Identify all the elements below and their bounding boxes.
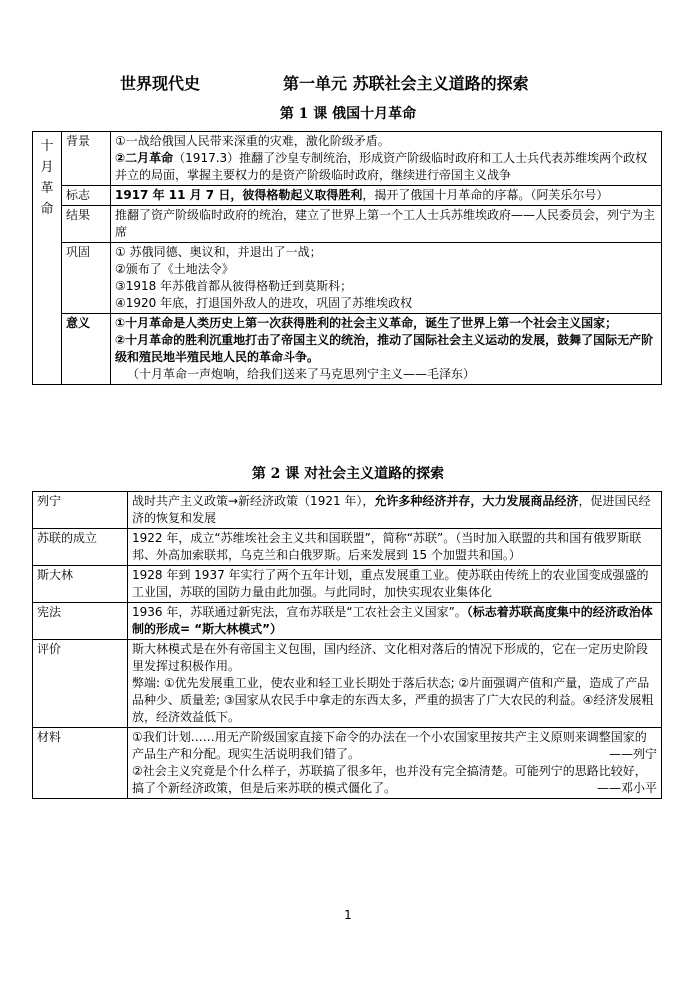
quote-text: ②社会主义究竟是个什么样子，苏联搞了很多年，也并没有完全搞清楚。可能列宁的思路比较好，搞了个新经济政策，但是后来苏联的模式僵化了。: [132, 764, 647, 795]
table-row: [33, 603, 662, 640]
table-row: [33, 243, 662, 314]
evaluation-text: 斯大林模式是在外有帝国主义包围，国内经济、文化相对落后的情况下形成的，它在一定历史阶段里发挥过积极作用。: [132, 642, 649, 673]
background-content: [111, 132, 662, 186]
founding-content: 1922 年，成立“苏维埃社会主义共和国联盟”，简称“苏联”。（当时加入联盟的共和国有俄罗斯联邦、外高加索联邦，乌克兰和白俄罗斯。后来发展到 15 个加盟共和国。）: [128, 529, 662, 566]
background-line2: [115, 150, 657, 184]
significance-quote: （十月革命一声炮响，给我们送来了马克思列宁主义——毛泽东）: [127, 367, 476, 381]
result-content: 推翻了资产阶级临时政府的统治，建立了世界上第一个工人士兵苏维埃政府——人民委员会，列宁为主席: [111, 206, 662, 243]
row-label: 背景: [62, 132, 111, 186]
side-char: 十: [40, 139, 54, 154]
table-row: [33, 186, 662, 206]
row-label: 结果: [62, 206, 111, 243]
constitution-content: [128, 603, 662, 640]
quote-text: ①我们计划……用无产阶级国家直接下命令的办法在一个小农国家里按共产主义原则来调整国家的产品生产和分配。现实生活说明我们错了。: [132, 730, 647, 761]
table-row: [33, 529, 662, 566]
mark-text: ，揭开了俄国十月革命的序幕。（阿芙乐尔号）: [362, 188, 609, 202]
feb-revolution: ②二月革命: [115, 151, 174, 165]
material-content: [128, 728, 662, 799]
table-row: [33, 566, 662, 603]
header-subject: 世界现代史: [120, 74, 201, 93]
lenin-content: [128, 492, 662, 529]
material-quote: [132, 763, 657, 797]
material-quote: [132, 729, 657, 763]
side-label: [33, 132, 62, 385]
mark-content: [111, 186, 662, 206]
list-item: ③1918 年苏俄首都从彼得格勒迁到莫斯科；: [115, 279, 353, 293]
row-label: 意义: [62, 314, 111, 385]
row-label: 苏联的成立: [33, 529, 128, 566]
quote-author: ——列宁: [608, 747, 657, 761]
table-row: [33, 492, 662, 529]
constitution-text: 1936 年，苏联通过新宪法，宣布苏联是“工农社会主义国家”。: [132, 605, 467, 619]
header-unit-title: 第一单元 苏联社会主义道路的探索: [283, 74, 529, 93]
side-char: 命: [40, 202, 54, 217]
list-item: ① 苏俄同德、奥议和，并退出了一战；: [115, 245, 322, 259]
list-item: ④1920 年底，打退国外敌人的进攻，巩固了苏维埃政权: [115, 296, 413, 310]
significance-item: ②十月革命的胜利沉重地打击了帝国主义的统治，推动了国际社会主义运动的发展，鼓舞了国际无产阶级和殖民地半殖民地人民的革命斗争。: [115, 333, 654, 364]
background-line2-text: （1917.3）推翻了沙皇专制统治，形成资产阶级临时政府和工人士兵代表苏维埃两个政权并立的局面，掌握主要权力的是资产阶级临时政府，继续进行帝国主义战争: [115, 151, 648, 182]
row-label: 标志: [62, 186, 111, 206]
lenin-text: ，促进国民经济的恢复和发展: [132, 494, 651, 525]
list-item: ②颁布了《土地法令》: [115, 262, 234, 276]
lesson2-title: 第 2 课 对社会主义道路的探索: [251, 466, 445, 482]
evaluation-content: [128, 640, 662, 728]
row-label: 巩固: [62, 243, 111, 314]
side-char: 月: [40, 160, 54, 175]
lesson1-table: [32, 131, 662, 385]
lesson2-table: [32, 491, 662, 799]
stalin-content: 1928 年到 1937 年实行了两个五年计划，重点发展重工业。使苏联由传统上的农业国变成强盛的工业国，苏联的国防力量由此加强。与此同时，加快实现农业集体化: [128, 566, 662, 603]
table-row: [33, 314, 662, 385]
row-label: 宪法: [33, 603, 128, 640]
side-char: 革: [40, 181, 54, 196]
consolidate-content: [111, 243, 662, 314]
lesson1-title: 第 1 课 俄国十月革命: [279, 106, 417, 122]
evaluation-drawbacks: 弊端: ①优先发展重工业，使农业和轻工业长期处于落后状态; ②片面强调产值和产量，造成了产品品种少、质量差; ③国家从农民手中拿走的东西太多，严重的损害了广大农民的利益。④经济发展粗放，经济效益低下。: [132, 676, 654, 724]
background-line1: ①一战给俄国人民带来深重的灾难，激化阶级矛盾。: [115, 134, 390, 148]
page-number: 1: [344, 908, 352, 922]
quote-author: ——邓小平: [596, 781, 657, 795]
lenin-text: 战时共产主义政策→新经济政策（1921 年），: [132, 494, 375, 508]
significance-item: ①十月革命是人类历史上第一次获得胜利的社会主义革命，诞生了世界上第一个社会主义国家；: [115, 316, 618, 330]
row-label: 评价: [33, 640, 128, 728]
table-row: [33, 728, 662, 799]
row-label: 斯大林: [33, 566, 128, 603]
table-row: [33, 206, 662, 243]
table-row: [33, 640, 662, 728]
table-row: [33, 132, 662, 186]
mark-bold: 1917 年 11 月 7 日，彼得格勒起义取得胜利: [115, 188, 363, 202]
constitution-bold: （标志着苏联高度集中的经济政治体制的形成= “斯大林模式”）: [132, 605, 653, 636]
row-label: 列宁: [33, 492, 128, 529]
significance-content: [111, 314, 662, 385]
row-label: 材料: [33, 728, 128, 799]
lenin-bold: 允许多种经济并存，大力发展商品经济: [374, 494, 579, 508]
